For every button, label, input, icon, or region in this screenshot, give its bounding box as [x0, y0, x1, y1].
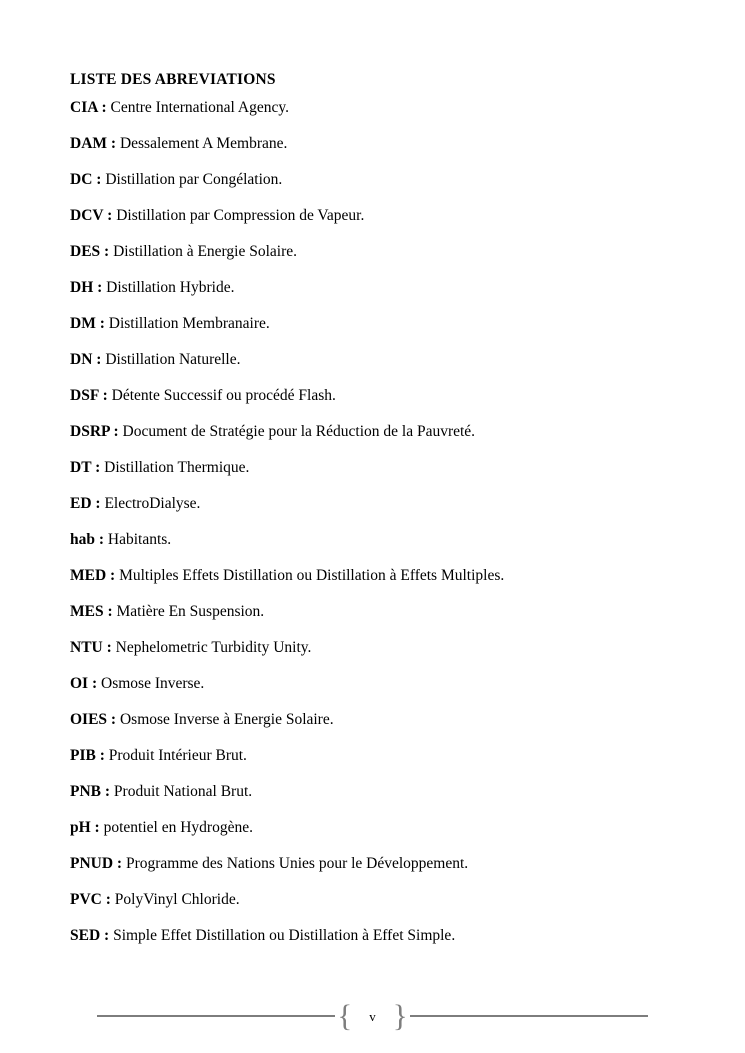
abbreviation-definition: Distillation par Congélation. — [105, 170, 283, 188]
abbreviation-definition: Produit National Brut. — [113, 782, 253, 800]
abbreviation-entry — [70, 530, 690, 550]
abbreviation-entry — [70, 818, 690, 838]
abbreviation-term: MED : — [70, 566, 116, 584]
abbreviation-term: DT : — [70, 458, 101, 476]
abbreviation-definition: Dessalement A Membrane. — [119, 134, 288, 152]
abbreviation-entry — [70, 134, 690, 154]
abbreviation-term: DSRP : — [70, 422, 119, 440]
abbreviation-definition: PolyVinyl Chloride. — [114, 890, 240, 908]
abbreviation-definition: Programme des Nations Unies pour le Développement. — [125, 854, 469, 872]
abbreviation-list — [70, 98, 690, 946]
abbreviation-definition: Détente Successif ou procédé Flash. — [111, 386, 336, 404]
abbreviation-definition: Osmose Inverse. — [101, 674, 205, 692]
abbreviation-term: CIA : — [70, 98, 107, 116]
abbreviation-entry — [70, 566, 690, 586]
abbreviation-term: SED : — [70, 926, 110, 944]
abbreviation-definition: Distillation Naturelle. — [105, 350, 241, 368]
abbreviation-term: DAM : — [70, 134, 117, 152]
abbreviation-entry — [70, 386, 690, 406]
abbreviation-definition: Distillation Thermique. — [104, 458, 250, 476]
abbreviation-term: PVC : — [70, 890, 111, 908]
abbreviation-entry — [70, 674, 690, 694]
abbreviation-entry — [70, 782, 690, 802]
abbreviation-definition: Centre International Agency. — [110, 98, 289, 116]
abbreviation-term: OI : — [70, 674, 98, 692]
abbreviation-entry — [70, 458, 690, 478]
page-footer — [97, 997, 648, 1033]
abbreviation-definition: ElectroDialyse. — [104, 494, 201, 512]
abbreviation-definition: Osmose Inverse à Energie Solaire. — [119, 710, 334, 728]
footer-rule-right — [410, 1015, 648, 1017]
abbreviation-term: DN : — [70, 350, 102, 368]
abbreviation-entry — [70, 602, 690, 622]
abbreviation-term: DES : — [70, 242, 110, 260]
left-brace-ornament: { — [337, 997, 353, 1033]
abbreviation-term: OIES : — [70, 710, 117, 728]
abbreviation-definition: Nephelometric Turbidity Unity. — [115, 638, 312, 656]
abbreviation-term: NTU : — [70, 638, 112, 656]
abbreviation-entry — [70, 638, 690, 658]
abbreviation-term: DC : — [70, 170, 102, 188]
abbreviation-entry — [70, 710, 690, 730]
abbreviation-term: ED : — [70, 494, 101, 512]
abbreviation-definition: potentiel en Hydrogène. — [103, 818, 253, 836]
abbreviation-definition: Habitants. — [107, 530, 172, 548]
abbreviation-term: PNUD : — [70, 854, 123, 872]
abbreviation-definition: Multiples Effets Distillation ou Distillation à Effets Multiples. — [119, 566, 505, 584]
abbreviation-entry — [70, 854, 690, 874]
page-title: LISTE DES ABREVIATIONS — [70, 71, 276, 88]
right-brace-ornament: } — [392, 997, 408, 1033]
abbreviation-entry — [70, 422, 690, 442]
abbreviation-term: DSF : — [70, 386, 108, 404]
abbreviation-entry — [70, 926, 690, 946]
abbreviation-term: DH : — [70, 278, 103, 296]
abbreviation-definition: Matière En Suspension. — [116, 602, 265, 620]
abbreviation-entry — [70, 314, 690, 334]
abbreviation-entry — [70, 242, 690, 262]
abbreviation-entry — [70, 98, 690, 118]
abbreviation-definition: Produit Intérieur Brut. — [108, 746, 247, 764]
abbreviation-entry — [70, 206, 690, 226]
abbreviation-term: DM : — [70, 314, 105, 332]
abbreviation-definition: Distillation Hybride. — [106, 278, 235, 296]
abbreviation-entry — [70, 746, 690, 766]
abbreviation-term: PIB : — [70, 746, 105, 764]
abbreviation-definition: Distillation à Energie Solaire. — [113, 242, 298, 260]
abbreviation-entry — [70, 350, 690, 370]
abbreviation-definition: Distillation Membranaire. — [108, 314, 270, 332]
abbreviation-entry — [70, 890, 690, 910]
abbreviation-definition: Simple Effet Distillation ou Distillation à Effet Simple. — [113, 926, 456, 944]
abbreviation-term: PNB : — [70, 782, 111, 800]
abbreviation-term: pH : — [70, 818, 100, 836]
page-content — [70, 70, 690, 962]
abbreviation-definition: Document de Stratégie pour la Réduction de la Pauvreté. — [122, 422, 476, 440]
abbreviation-definition: Distillation par Compression de Vapeur. — [116, 206, 365, 224]
abbreviation-term: DCV : — [70, 206, 113, 224]
abbreviation-term: hab : — [70, 530, 105, 548]
abbreviation-entry — [70, 494, 690, 514]
abbreviation-entry — [70, 278, 690, 298]
abbreviation-term: MES : — [70, 602, 113, 620]
page-number: v — [369, 1008, 376, 1024]
footer-rule-left — [97, 1015, 335, 1017]
abbreviation-entry — [70, 170, 690, 190]
